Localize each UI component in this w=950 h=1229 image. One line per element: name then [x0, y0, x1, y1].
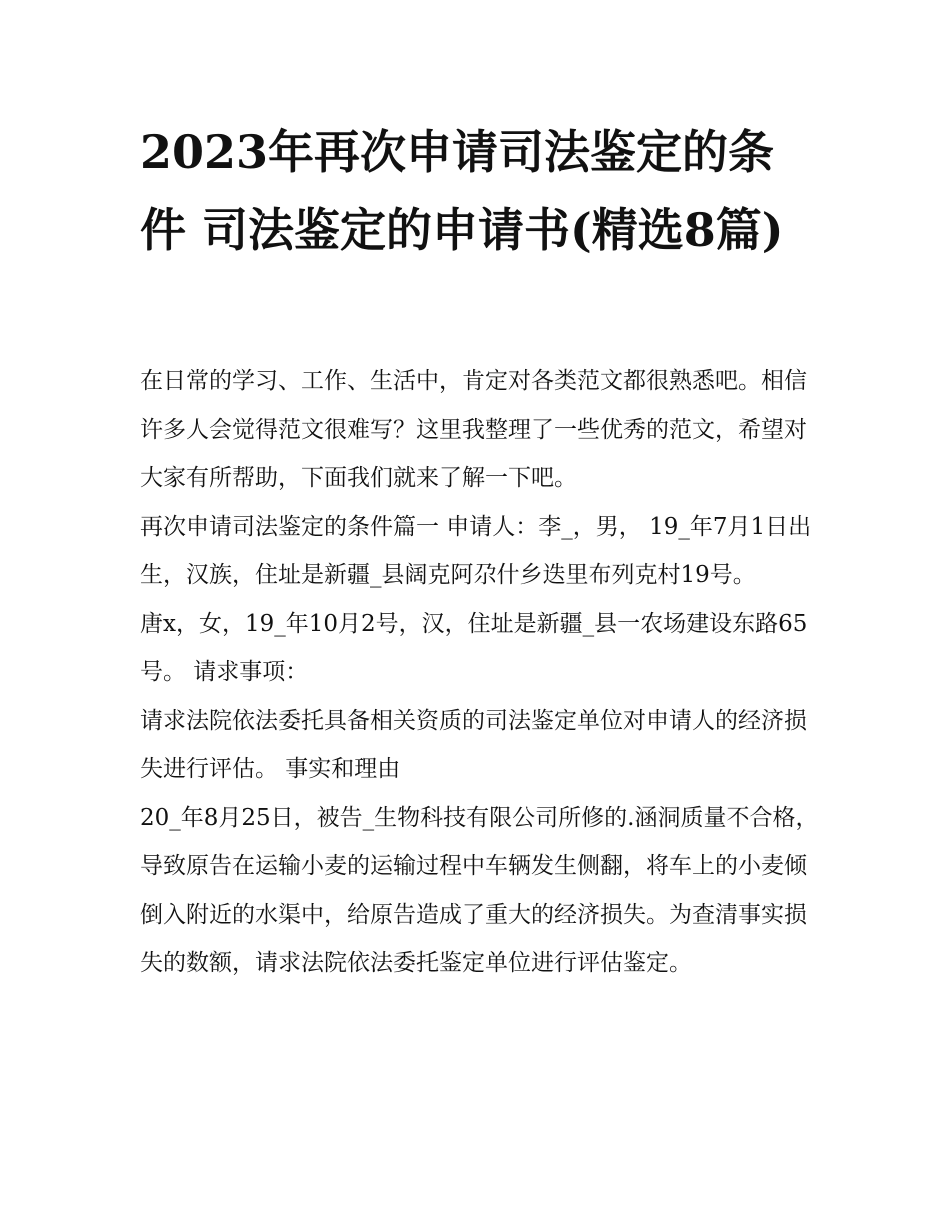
- paragraph-applicant: 再次申请司法鉴定的条件篇一 申请人：李_，男， 19_年7月1日出生，汉族，住址是新疆_县阔克阿尕什乡迭里布列克村19号。: [140, 513, 812, 588]
- document-body: [140, 357, 820, 988]
- paragraph-facts: 20_年8月25日，被告_生物科技有限公司所修的.涵洞质量不合格，导致原告在运输小麦的运输过程中车辆发生侧翻，将车上的小麦倾倒入附近的水渠中，给原告造成了重大的经济损失。为查清事实损失的数额，请求法院依法委托鉴定单位进行评估鉴定。: [140, 804, 819, 976]
- paragraph-second-party: 唐x，女，19_年10月2号，汉，住址是新疆_县一农场建设东路65号。 请求事项：: [140, 610, 808, 685]
- paragraph-request: 请求法院依法委托具备相关资质的司法鉴定单位对申请人的经济损失进行评估。 事实和理由: [140, 707, 807, 782]
- document-title: 2023年再次申请司法鉴定的条件 司法鉴定的申请书(精选8篇): [140, 125, 784, 257]
- paragraph-intro: 在日常的学习、工作、生活中，肯定对各类范文都很熟悉吧。相信许多人会觉得范文很难写？这里我整理了一些优秀的范文，希望对大家有所帮助，下面我们就来了解一下吧。: [140, 368, 807, 491]
